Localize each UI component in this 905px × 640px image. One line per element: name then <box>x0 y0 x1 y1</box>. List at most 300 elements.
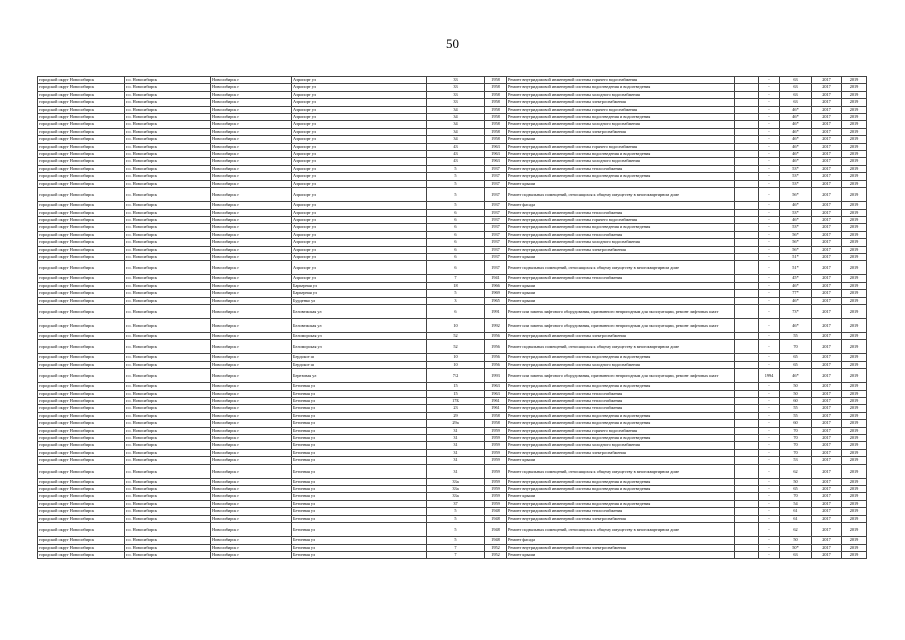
street-cell: Бетонная ул <box>292 486 427 493</box>
build-year-cell: 1937 <box>485 246 507 253</box>
table-row <box>38 405 867 412</box>
table-row <box>38 478 867 485</box>
start-year-cell: 2017 <box>812 420 842 427</box>
district-cell: г.о. Новосибирск <box>125 246 211 253</box>
end-year-cell: 2019 <box>842 282 867 289</box>
start-year-cell: 2017 <box>812 551 842 558</box>
city-cell: Новосибирск г <box>211 297 292 304</box>
house-number-cell: 6 <box>427 209 485 216</box>
municipality-cell: городской округ Новосибирск <box>38 304 125 318</box>
street-cell: Аэропорт ул <box>292 239 427 246</box>
table-row <box>38 340 867 354</box>
start-year-cell: 2017 <box>812 165 842 172</box>
street-cell: Бетонная ул <box>292 405 427 412</box>
district-cell: г.о. Новосибирск <box>125 361 211 368</box>
repair-program-table <box>37 76 867 559</box>
street-cell: Аэропорт ул <box>292 114 427 121</box>
work-type-cell: Ремонт внутридомовой инженерной системы водоотведения и водоотведения <box>507 486 735 493</box>
extra-cell <box>735 297 759 304</box>
municipality-cell: городской округ Новосибирск <box>38 180 125 187</box>
end-year-cell: 2019 <box>842 340 867 354</box>
extra-cell <box>735 202 759 209</box>
reference-year-cell: - <box>759 106 780 113</box>
build-year-cell: 1948 <box>485 523 507 537</box>
municipality-cell: городской округ Новосибирск <box>38 99 125 106</box>
municipality-cell: городской округ Новосибирск <box>38 390 125 397</box>
house-number-cell: 31 <box>427 457 485 464</box>
work-type-cell: Ремонт крыши <box>507 253 735 260</box>
district-cell: г.о. Новосибирск <box>125 282 211 289</box>
end-year-cell: 2019 <box>842 128 867 135</box>
wear-percent-cell: 55 <box>780 405 812 412</box>
table-row <box>38 202 867 209</box>
table-row <box>38 486 867 493</box>
work-type-cell: Ремонт внутридомовой инженерной системы водоотведения и водоотведения <box>507 173 735 180</box>
city-cell: Новосибирск г <box>211 340 292 354</box>
wear-percent-cell: 65 <box>780 361 812 368</box>
reference-year-cell: - <box>759 442 780 449</box>
city-cell: Новосибирск г <box>211 77 292 84</box>
reference-year-cell: - <box>759 231 780 238</box>
municipality-cell: городской округ Новосибирск <box>38 486 125 493</box>
wear-percent-cell: 70 <box>780 340 812 354</box>
wear-percent-cell: 46* <box>780 143 812 150</box>
district-cell: г.о. Новосибирск <box>125 231 211 238</box>
table-row <box>38 551 867 558</box>
city-cell: Новосибирск г <box>211 369 292 383</box>
build-year-cell: 1963 <box>485 390 507 397</box>
street-cell: Аэропорт ул <box>292 209 427 216</box>
extra-cell <box>735 136 759 143</box>
street-cell: Беловежская ул <box>292 318 427 332</box>
table-row <box>38 515 867 522</box>
street-cell: Бетонная ул <box>292 427 427 434</box>
wear-percent-cell: 50 <box>780 537 812 544</box>
work-type-cell: Ремонт внутридомовой инженерной системы горячего водоснабжения <box>507 427 735 434</box>
start-year-cell: 2017 <box>812 435 842 442</box>
start-year-cell: 2017 <box>812 224 842 231</box>
wear-percent-cell: 62 <box>780 464 812 478</box>
wear-percent-cell: 53 <box>780 457 812 464</box>
district-cell: г.о. Новосибирск <box>125 427 211 434</box>
wear-percent-cell: 60 <box>780 420 812 427</box>
reference-year-cell: - <box>759 91 780 98</box>
end-year-cell: 2019 <box>842 188 867 202</box>
street-cell: Бетонная ул <box>292 464 427 478</box>
build-year-cell: 1963 <box>485 158 507 165</box>
city-cell: Новосибирск г <box>211 412 292 419</box>
work-type-cell: Ремонт крыши <box>507 551 735 558</box>
table-row <box>38 332 867 339</box>
street-cell: Аэропорт ул <box>292 84 427 91</box>
start-year-cell: 2017 <box>812 405 842 412</box>
extra-cell <box>735 224 759 231</box>
build-year-cell: 1937 <box>485 202 507 209</box>
work-type-cell: Ремонт подвальных помещений, относящихся к общему имуществу в многоквартирном доме <box>507 261 735 275</box>
build-year-cell: 1958 <box>485 99 507 106</box>
table-row <box>38 500 867 507</box>
reference-year-cell: - <box>759 275 780 282</box>
district-cell: г.о. Новосибирск <box>125 493 211 500</box>
street-cell: Бердское ш <box>292 361 427 368</box>
end-year-cell: 2019 <box>842 114 867 121</box>
table-row <box>38 121 867 128</box>
work-type-cell: Ремонт внутридомовой инженерной системы водоотведения и водоотведения <box>507 420 735 427</box>
wear-percent-cell: 55 <box>780 412 812 419</box>
table-row <box>38 239 867 246</box>
extra-cell <box>735 361 759 368</box>
work-type-cell: Ремонт внутридомовой инженерной системы электроснабжения <box>507 515 735 522</box>
district-cell: г.о. Новосибирск <box>125 523 211 537</box>
city-cell: Новосибирск г <box>211 188 292 202</box>
district-cell: г.о. Новосибирск <box>125 239 211 246</box>
reference-year-cell: - <box>759 84 780 91</box>
street-cell: Аэропорт ул <box>292 231 427 238</box>
municipality-cell: городской округ Новосибирск <box>38 318 125 332</box>
work-type-cell: Ремонт внутридомовой инженерной системы горячего водоснабжения <box>507 216 735 223</box>
district-cell: г.о. Новосибирск <box>125 449 211 456</box>
start-year-cell: 2017 <box>812 143 842 150</box>
table-row <box>38 136 867 143</box>
district-cell: г.о. Новосибирск <box>125 99 211 106</box>
start-year-cell: 2017 <box>812 77 842 84</box>
street-cell: Аэропорт ул <box>292 202 427 209</box>
end-year-cell: 2019 <box>842 151 867 158</box>
end-year-cell: 2019 <box>842 442 867 449</box>
municipality-cell: городской округ Новосибирск <box>38 275 125 282</box>
reference-year-cell: - <box>759 261 780 275</box>
start-year-cell: 2017 <box>812 290 842 297</box>
work-type-cell: Ремонт внутридомовой инженерной системы теплоснабжения <box>507 390 735 397</box>
table-row <box>38 224 867 231</box>
extra-cell <box>735 493 759 500</box>
start-year-cell: 2017 <box>812 275 842 282</box>
wear-percent-cell: 46* <box>780 151 812 158</box>
end-year-cell: 2019 <box>842 275 867 282</box>
street-cell: Бетонная ул <box>292 449 427 456</box>
reference-year-cell: - <box>759 508 780 515</box>
reference-year-cell: - <box>759 121 780 128</box>
house-number-cell: 34 <box>427 121 485 128</box>
reference-year-cell: - <box>759 449 780 456</box>
start-year-cell: 2017 <box>812 318 842 332</box>
start-year-cell: 2017 <box>812 173 842 180</box>
build-year-cell: 1958 <box>485 91 507 98</box>
build-year-cell: 1963 <box>485 151 507 158</box>
reference-year-cell: - <box>759 486 780 493</box>
district-cell: г.о. Новосибирск <box>125 304 211 318</box>
house-number-cell: 7 <box>427 275 485 282</box>
end-year-cell: 2019 <box>842 383 867 390</box>
wear-percent-cell: 46* <box>780 121 812 128</box>
house-number-cell: 5 <box>427 508 485 515</box>
house-number-cell: 33а <box>427 486 485 493</box>
wear-percent-cell: 46* <box>780 318 812 332</box>
district-cell: г.о. Новосибирск <box>125 508 211 515</box>
house-number-cell: 15 <box>427 383 485 390</box>
work-type-cell: Ремонт внутридомовой инженерной системы электроснабжения <box>507 332 735 339</box>
street-cell: Бетонная ул <box>292 523 427 537</box>
municipality-cell: городской округ Новосибирск <box>38 435 125 442</box>
district-cell: г.о. Новосибирск <box>125 332 211 339</box>
city-cell: Новосибирск г <box>211 537 292 544</box>
house-number-cell: 33а <box>427 493 485 500</box>
extra-cell <box>735 478 759 485</box>
city-cell: Новосибирск г <box>211 224 292 231</box>
start-year-cell: 2017 <box>812 151 842 158</box>
table-row <box>38 493 867 500</box>
extra-cell <box>735 253 759 260</box>
table-row <box>38 231 867 238</box>
table-row <box>38 99 867 106</box>
build-year-cell: 1952 <box>485 544 507 551</box>
municipality-cell: городской округ Новосибирск <box>38 253 125 260</box>
work-type-cell: Ремонт внутридомовой инженерной системы теплоснабжения <box>507 398 735 405</box>
street-cell: Аэропорт ул <box>292 173 427 180</box>
municipality-cell: городской округ Новосибирск <box>38 457 125 464</box>
wear-percent-cell: 70 <box>780 493 812 500</box>
table-row <box>38 508 867 515</box>
table-row <box>38 383 867 390</box>
wear-percent-cell: 46* <box>780 202 812 209</box>
street-cell: Бетонная ул <box>292 420 427 427</box>
district-cell: г.о. Новосибирск <box>125 143 211 150</box>
street-cell: Бетонная ул <box>292 537 427 544</box>
house-number-cell: 33 <box>427 77 485 84</box>
wear-percent-cell: 56* <box>780 246 812 253</box>
end-year-cell: 2019 <box>842 457 867 464</box>
wear-percent-cell: 46* <box>780 158 812 165</box>
street-cell: Аэропорт ул <box>292 275 427 282</box>
work-type-cell: Ремонт внутридомовой инженерной системы электроснабжения <box>507 544 735 551</box>
city-cell: Новосибирск г <box>211 478 292 485</box>
work-type-cell: Ремонт внутридомовой инженерной системы водоотведения и водоотведения <box>507 412 735 419</box>
end-year-cell: 2019 <box>842 435 867 442</box>
city-cell: Новосибирск г <box>211 84 292 91</box>
extra-cell <box>735 486 759 493</box>
district-cell: г.о. Новосибирск <box>125 537 211 544</box>
extra-cell <box>735 239 759 246</box>
build-year-cell: 1959 <box>485 457 507 464</box>
extra-cell <box>735 304 759 318</box>
house-number-cell: 43 <box>427 151 485 158</box>
table-body <box>38 77 867 559</box>
street-cell: Аэропорт ул <box>292 224 427 231</box>
build-year-cell: 1937 <box>485 188 507 202</box>
street-cell: Аэропорт ул <box>292 77 427 84</box>
house-number-cell: 31 <box>427 435 485 442</box>
build-year-cell: 1958 <box>485 136 507 143</box>
district-cell: г.о. Новосибирск <box>125 165 211 172</box>
start-year-cell: 2017 <box>812 537 842 544</box>
start-year-cell: 2017 <box>812 106 842 113</box>
start-year-cell: 2017 <box>812 332 842 339</box>
table-row <box>38 464 867 478</box>
house-number-cell: 6 <box>427 304 485 318</box>
wear-percent-cell: 63 <box>780 84 812 91</box>
street-cell: Аэропорт ул <box>292 188 427 202</box>
district-cell: г.о. Новосибирск <box>125 77 211 84</box>
table-row <box>38 173 867 180</box>
build-year-cell: 1959 <box>485 442 507 449</box>
build-year-cell: 1948 <box>485 537 507 544</box>
work-type-cell: Ремонт внутридомовой инженерной системы холодного водоснабжения <box>507 442 735 449</box>
extra-cell <box>735 318 759 332</box>
wear-percent-cell: 50 <box>780 478 812 485</box>
extra-cell <box>735 442 759 449</box>
end-year-cell: 2019 <box>842 77 867 84</box>
house-number-cell: 7/2 <box>427 369 485 383</box>
city-cell: Новосибирск г <box>211 151 292 158</box>
end-year-cell: 2019 <box>842 318 867 332</box>
table-row <box>38 420 867 427</box>
build-year-cell: 1959 <box>485 464 507 478</box>
work-type-cell: Ремонт крыши <box>507 457 735 464</box>
work-type-cell: Ремонт или замена лифтового оборудования, признанного непригодным для эксплуатации, ремонт лифтовых шахт <box>507 318 735 332</box>
street-cell: Барьерная ул <box>292 282 427 289</box>
reference-year-cell: - <box>759 114 780 121</box>
street-cell: Аэропорт ул <box>292 106 427 113</box>
table-row <box>38 158 867 165</box>
house-number-cell: 15 <box>427 390 485 397</box>
work-type-cell: Ремонт или замена лифтового оборудования, признанного непригодным для эксплуатации, ремонт лифтовых шахт <box>507 369 735 383</box>
start-year-cell: 2017 <box>812 486 842 493</box>
table-row <box>38 390 867 397</box>
wear-percent-cell: 46* <box>780 136 812 143</box>
table-row <box>38 435 867 442</box>
house-number-cell: 34 <box>427 136 485 143</box>
house-number-cell: 5 <box>427 165 485 172</box>
build-year-cell: 1937 <box>485 239 507 246</box>
build-year-cell: 1959 <box>485 449 507 456</box>
municipality-cell: городской округ Новосибирск <box>38 369 125 383</box>
work-type-cell: Ремонт внутридомовой инженерной системы водоотведения и водоотведения <box>507 354 735 361</box>
house-number-cell: 5 <box>427 202 485 209</box>
end-year-cell: 2019 <box>842 420 867 427</box>
municipality-cell: городской округ Новосибирск <box>38 442 125 449</box>
municipality-cell: городской округ Новосибирск <box>38 332 125 339</box>
wear-percent-cell: 65 <box>780 486 812 493</box>
wear-percent-cell: 63 <box>780 91 812 98</box>
wear-percent-cell: 50 <box>780 383 812 390</box>
city-cell: Новосибирск г <box>211 420 292 427</box>
build-year-cell: 1958 <box>485 412 507 419</box>
table-row <box>38 114 867 121</box>
build-year-cell: 1937 <box>485 261 507 275</box>
street-cell: Беловежская ул <box>292 304 427 318</box>
work-type-cell: Ремонт внутридомовой инженерной системы электроснабжения <box>507 449 735 456</box>
street-cell: Аэропорт ул <box>292 91 427 98</box>
house-number-cell: 23 <box>427 405 485 412</box>
city-cell: Новосибирск г <box>211 143 292 150</box>
extra-cell <box>735 151 759 158</box>
house-number-cell: 31 <box>427 442 485 449</box>
municipality-cell: городской округ Новосибирск <box>38 500 125 507</box>
house-number-cell: 37 <box>427 500 485 507</box>
street-cell: Бетонная ул <box>292 544 427 551</box>
build-year-cell: 1963 <box>485 383 507 390</box>
build-year-cell: 1959 <box>485 500 507 507</box>
city-cell: Новосибирск г <box>211 383 292 390</box>
end-year-cell: 2019 <box>842 427 867 434</box>
street-cell: Бетонная ул <box>292 442 427 449</box>
reference-year-cell: 1994 <box>759 369 780 383</box>
city-cell: Новосибирск г <box>211 442 292 449</box>
wear-percent-cell: 61 <box>780 515 812 522</box>
wear-percent-cell: 70 <box>780 442 812 449</box>
house-number-cell: 5 <box>427 537 485 544</box>
municipality-cell: городской округ Новосибирск <box>38 405 125 412</box>
build-year-cell: 1952 <box>485 551 507 558</box>
reference-year-cell: - <box>759 420 780 427</box>
house-number-cell: 31 <box>427 449 485 456</box>
build-year-cell: 1992 <box>485 318 507 332</box>
extra-cell <box>735 398 759 405</box>
table-row <box>38 354 867 361</box>
city-cell: Новосибирск г <box>211 523 292 537</box>
build-year-cell: 1958 <box>485 114 507 121</box>
start-year-cell: 2017 <box>812 180 842 187</box>
house-number-cell: 7 <box>427 551 485 558</box>
district-cell: г.о. Новосибирск <box>125 551 211 558</box>
municipality-cell: городской округ Новосибирск <box>38 261 125 275</box>
reference-year-cell: - <box>759 318 780 332</box>
reference-year-cell: - <box>759 239 780 246</box>
reference-year-cell: - <box>759 383 780 390</box>
start-year-cell: 2017 <box>812 261 842 275</box>
start-year-cell: 2017 <box>812 369 842 383</box>
city-cell: Новосибирск г <box>211 158 292 165</box>
start-year-cell: 2017 <box>812 91 842 98</box>
house-number-cell: 34 <box>427 106 485 113</box>
wear-percent-cell: 51* <box>780 253 812 260</box>
house-number-cell: 29а <box>427 420 485 427</box>
street-cell: Аэропорт ул <box>292 136 427 143</box>
street-cell: Бетонная ул <box>292 515 427 522</box>
street-cell: Бетонная ул <box>292 478 427 485</box>
table-row <box>38 369 867 383</box>
start-year-cell: 2017 <box>812 354 842 361</box>
start-year-cell: 2017 <box>812 114 842 121</box>
city-cell: Новосибирск г <box>211 202 292 209</box>
extra-cell <box>735 282 759 289</box>
work-type-cell: Ремонт внутридомовой инженерной системы холодного водоснабжения <box>507 121 735 128</box>
city-cell: Новосибирск г <box>211 136 292 143</box>
city-cell: Новосибирск г <box>211 114 292 121</box>
start-year-cell: 2017 <box>812 216 842 223</box>
district-cell: г.о. Новосибирск <box>125 261 211 275</box>
end-year-cell: 2019 <box>842 523 867 537</box>
end-year-cell: 2019 <box>842 544 867 551</box>
house-number-cell: 31 <box>427 427 485 434</box>
reference-year-cell: - <box>759 99 780 106</box>
house-number-cell: 43 <box>427 158 485 165</box>
start-year-cell: 2017 <box>812 523 842 537</box>
city-cell: Новосибирск г <box>211 427 292 434</box>
street-cell: Аэропорт ул <box>292 158 427 165</box>
start-year-cell: 2017 <box>812 297 842 304</box>
end-year-cell: 2019 <box>842 361 867 368</box>
work-type-cell: Ремонт внутридомовой инженерной системы теплоснабжения <box>507 508 735 515</box>
work-type-cell: Ремонт крыши <box>507 136 735 143</box>
city-cell: Новосибирск г <box>211 128 292 135</box>
work-type-cell: Ремонт внутридомовой инженерной системы водоотведения и водоотведения <box>507 151 735 158</box>
extra-cell <box>735 340 759 354</box>
table-row <box>38 253 867 260</box>
end-year-cell: 2019 <box>842 180 867 187</box>
reference-year-cell: - <box>759 523 780 537</box>
start-year-cell: 2017 <box>812 515 842 522</box>
